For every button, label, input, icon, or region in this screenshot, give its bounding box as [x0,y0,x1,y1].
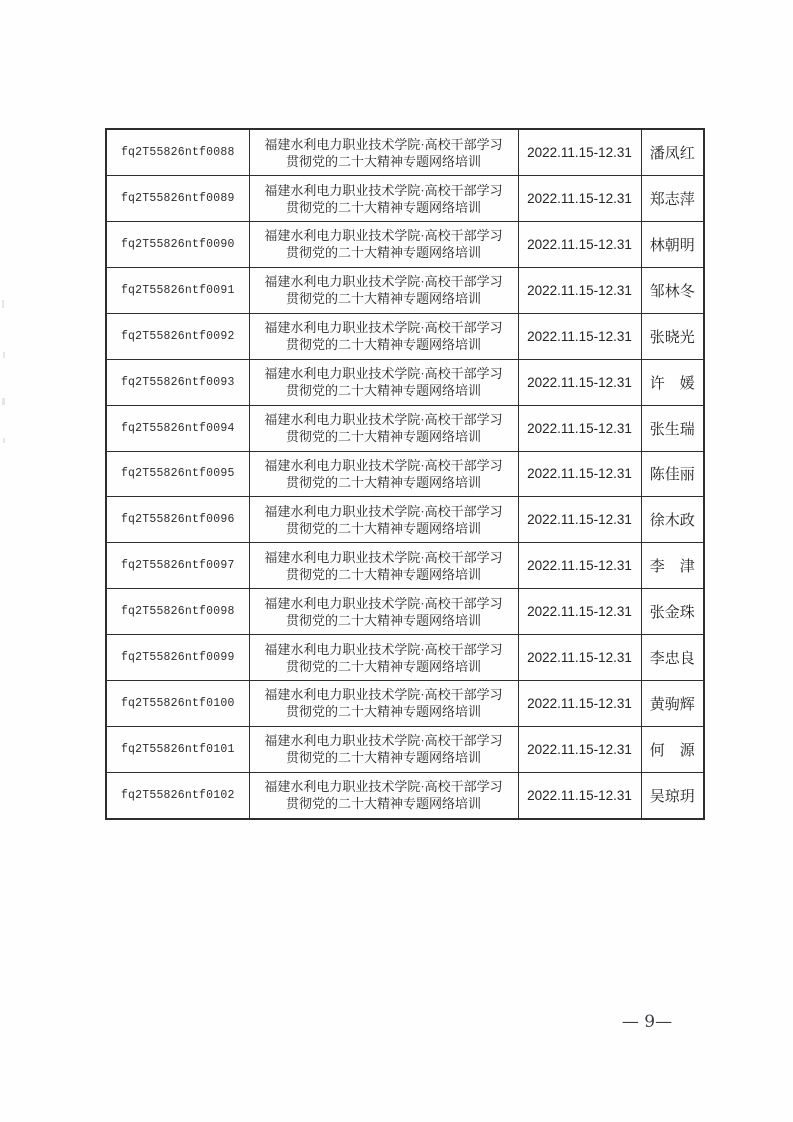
course-name-line1: 福建水利电力职业技术学院·高校干部学习 [264,274,503,290]
participant-name-cell: 徐木政 [641,497,704,543]
training-date-cell: 2022.11.15-12.31 [518,681,641,727]
course-code-cell: fq2T55826ntf0100 [106,681,249,727]
course-name-line2: 贯彻党的二十大精神专题网络培训 [285,383,481,399]
table-row [106,129,704,176]
training-date-cell: 2022.11.15-12.31 [518,129,641,176]
training-date-cell: 2022.11.15-12.31 [518,497,641,543]
course-name-line2: 贯彻党的二十大精神专题网络培训 [285,658,481,674]
course-name-line2: 贯彻党的二十大精神专题网络培训 [285,520,481,536]
course-name-cell [249,451,518,497]
scan-artifact [2,300,4,308]
participant-name-cell: 许 媛 [641,359,704,405]
participant-name-cell: 吴琼玥 [641,772,704,819]
participant-name-cell: 张晓光 [641,313,704,359]
course-code-cell: fq2T55826ntf0099 [106,635,249,681]
participant-name-cell: 陈佳丽 [641,451,704,497]
course-name-cell [249,681,518,727]
participant-name-cell: 何 源 [641,726,704,772]
table-row [106,267,704,313]
table-row [106,589,704,635]
training-date-cell: 2022.11.15-12.31 [518,267,641,313]
table-row [106,772,704,819]
course-name-cell [249,772,518,819]
training-date-cell: 2022.11.15-12.31 [518,589,641,635]
course-name-line1: 福建水利电力职业技术学院·高校干部学习 [264,182,503,198]
training-date-cell: 2022.11.15-12.31 [518,726,641,772]
participant-name-cell: 李 津 [641,543,704,589]
table-row [106,681,704,727]
course-name-line2: 贯彻党的二十大精神专题网络培训 [285,337,481,353]
training-date-cell: 2022.11.15-12.31 [518,176,641,222]
scan-artifact [3,438,5,443]
course-code-cell: fq2T55826ntf0095 [106,451,249,497]
course-name-line1: 福建水利电力职业技术学院·高校干部学习 [264,136,503,152]
participant-name-cell: 黄驹辉 [641,681,704,727]
course-name-cell [249,221,518,267]
course-name-cell [249,267,518,313]
course-name-line1: 福建水利电力职业技术学院·高校干部学习 [264,687,503,703]
course-name-cell [249,589,518,635]
course-code-cell: fq2T55826ntf0091 [106,267,249,313]
table-row [106,451,704,497]
training-table-body [106,129,704,819]
training-date-cell: 2022.11.15-12.31 [518,405,641,451]
participant-name-cell: 郑志萍 [641,176,704,222]
course-name-cell [249,359,518,405]
course-name-cell [249,497,518,543]
course-code-cell: fq2T55826ntf0088 [106,129,249,176]
course-name-line2: 贯彻党的二十大精神专题网络培训 [285,796,481,812]
training-date-cell: 2022.11.15-12.31 [518,543,641,589]
course-name-line1: 福建水利电力职业技术学院·高校干部学习 [264,595,503,611]
training-date-cell: 2022.11.15-12.31 [518,313,641,359]
course-name-line2: 贯彻党的二十大精神专题网络培训 [285,750,481,766]
table-row [106,635,704,681]
course-name-line1: 福建水利电力职业技术学院·高校干部学习 [264,366,503,382]
course-code-cell: fq2T55826ntf0089 [106,176,249,222]
training-date-cell: 2022.11.15-12.31 [518,635,641,681]
table-row [106,359,704,405]
course-code-cell: fq2T55826ntf0098 [106,589,249,635]
participant-name-cell: 潘凤红 [641,129,704,176]
table-row [106,497,704,543]
training-date-cell: 2022.11.15-12.31 [518,451,641,497]
course-name-cell [249,635,518,681]
table-row [106,726,704,772]
course-name-cell [249,313,518,359]
table-row [106,221,704,267]
course-name-cell [249,543,518,589]
course-name-line1: 福建水利电力职业技术学院·高校干部学习 [264,733,503,749]
course-code-cell: fq2T55826ntf0101 [106,726,249,772]
training-date-cell: 2022.11.15-12.31 [518,772,641,819]
participant-name-cell: 李忠良 [641,635,704,681]
course-code-cell: fq2T55826ntf0102 [106,772,249,819]
participant-name-cell: 林朝明 [641,221,704,267]
scan-artifact [3,352,5,358]
course-name-line2: 贯彻党的二十大精神专题网络培训 [285,566,481,582]
course-name-cell [249,129,518,176]
scan-artifact [2,398,5,405]
page-number: — 9— [621,1012,673,1032]
course-name-line1: 福建水利电力职业技术学院·高校干部学习 [264,412,503,428]
training-course-table [105,128,705,820]
course-name-line2: 贯彻党的二十大精神专题网络培训 [285,429,481,445]
training-date-cell: 2022.11.15-12.31 [518,359,641,405]
course-name-line2: 贯彻党的二十大精神专题网络培训 [285,612,481,628]
course-name-line1: 福建水利电力职业技术学院·高校干部学习 [264,457,503,473]
participant-name-cell: 邹林冬 [641,267,704,313]
course-name-line2: 贯彻党的二十大精神专题网络培训 [285,153,481,169]
course-name-line2: 贯彻党的二十大精神专题网络培训 [285,199,481,215]
participant-name-cell: 张生瑞 [641,405,704,451]
course-name-line1: 福建水利电力职业技术学院·高校干部学习 [264,641,503,657]
course-code-cell: fq2T55826ntf0096 [106,497,249,543]
course-name-line1: 福建水利电力职业技术学院·高校干部学习 [264,779,503,795]
course-code-cell: fq2T55826ntf0094 [106,405,249,451]
course-name-cell [249,726,518,772]
participant-name-cell: 张金珠 [641,589,704,635]
table-row [106,405,704,451]
course-code-cell: fq2T55826ntf0090 [106,221,249,267]
course-name-line2: 贯彻党的二十大精神专题网络培训 [285,291,481,307]
course-name-line1: 福建水利电力职业技术学院·高校干部学习 [264,320,503,336]
table-row [106,543,704,589]
course-name-line1: 福建水利电力职业技术学院·高校干部学习 [264,228,503,244]
course-code-cell: fq2T55826ntf0097 [106,543,249,589]
course-name-line2: 贯彻党的二十大精神专题网络培训 [285,474,481,490]
course-name-line2: 贯彻党的二十大精神专题网络培训 [285,704,481,720]
course-code-cell: fq2T55826ntf0092 [106,313,249,359]
course-name-cell [249,176,518,222]
course-name-line1: 福建水利电力职业技术学院·高校干部学习 [264,503,503,519]
course-name-cell [249,405,518,451]
table-row [106,176,704,222]
training-date-cell: 2022.11.15-12.31 [518,221,641,267]
course-name-line1: 福建水利电力职业技术学院·高校干部学习 [264,549,503,565]
course-code-cell: fq2T55826ntf0093 [106,359,249,405]
table-row [106,313,704,359]
course-name-line2: 贯彻党的二十大精神专题网络培训 [285,245,481,261]
